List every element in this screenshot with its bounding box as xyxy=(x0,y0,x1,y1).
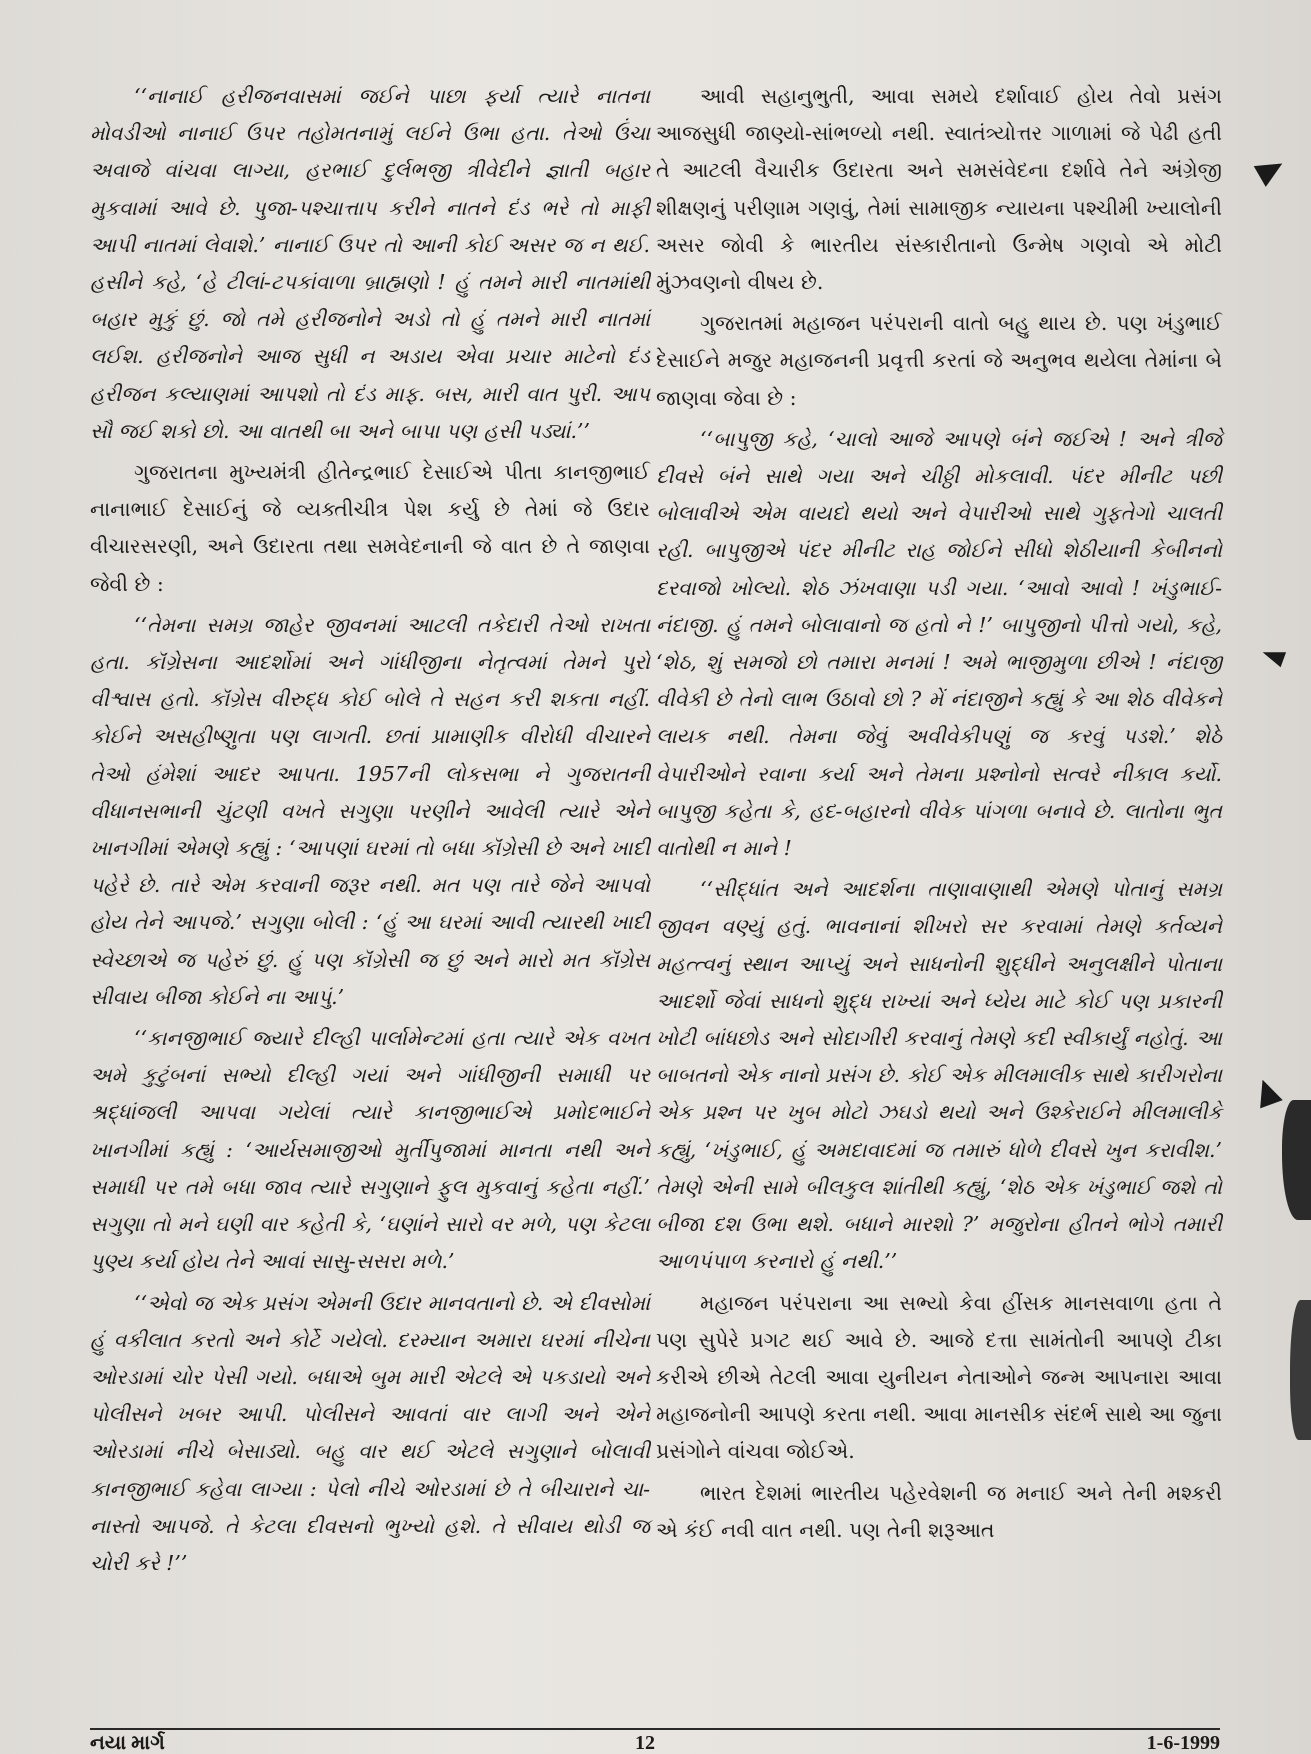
paragraph: ભારત દેશમાં ભારતીય પહેરવેશની જ મનાઈ અને તેની મશ્કરી એ કંઈ નવી વાત નથી. પણ તેની શરૂઆત xyxy=(656,1480,1222,1542)
footer-divider xyxy=(90,1728,1220,1730)
page-tear-edge xyxy=(1290,1300,1311,1440)
page-number: 12 xyxy=(635,1732,655,1754)
page-tear-edge xyxy=(1282,1100,1311,1220)
margin-ink-mark xyxy=(1251,1076,1282,1109)
paragraph: ‘‘નાનાઈ હરીજનવાસમાં જઈને પાછા ફર્યા ત્યારે નાતના મોવડીઓ નાનાઈ ઉપર તહોમતનામું લઈને ઉભા હતા. તેઓ ઉંચા અવાજે વાંચવા લાગ્યા, હરભાઈ દુર્લભજી ત્રીવેદીને જ્ઞાતી બહાર મુકવામાં આવે છે. પુજા-પશ્ચાત્તાપ કરીને નાતને દંડ ભરે તો માફી આપી નાતમાં લેવાશે.’ નાનાઈ ઉપર તો આની કોઈ અસર જ ન થઈ. હસીને કહે, ‘હે ટીલાં-ટપકાંવાળા બ્રાહ્મણો ! હું તમને મારી નાતમાંથી બહાર મુકું છું. જો તમે હરીજનોને અડો તો હું તમને મારી નાતમાં લઈશ. હરીજનોને આજ સુધી ન અડાય એવા પ્રચાર માટેનો દંડ હરીજન કલ્યાણમાં આપશો તો દંડ માફ. બસ, મારી વાત પુરી. આપ સૌ જઈ શકો છો. આ વાતથી બા અને બાપા પણ હસી પડ્યાં.’’ xyxy=(90,84,650,443)
paragraph: ગુજરાતમાં મહાજન પરંપરાની વાતો બહુ થાય છે. પણ ખંડુભાઈ દેસાઈને મજુર મહાજનની પ્રવૃત્તી કરતાં જે અનુભવ થયેલા તેમાંના બે જાણવા જેવા છે : xyxy=(656,311,1222,410)
paragraph: ‘‘બાપુજી કહે, ‘ચાલો આજે આપણે બંને જઈએ ! અને ત્રીજે દીવસે બંને સાથે ગયા અને ચીઠ્ઠી મોકલાવી. પંદર મીનીટ પછી બોલાવીએ એમ વાયદો થયો અને વેપારીઓ સાથે ગુફતેગો ચાલતી રહી. બાપુજીએ પંદર મીનીટ રાહ જોઈને સીધો શેઠીયાની કેબીનનો દરવાજો ખોલ્યો. શેઠ ઝંખવાણા પડી ગયા. ‘આવો આવો ! ખંડુભાઈ-નંદાજી. હું તમને બોલાવાનો જ હતો ને !’ બાપુજીનો પીત્તો ગયો, કહે, ‘શેઠ, શું સમજો છો તમારા મનમાં ! અમે ભાજીમુળા છીએ ! નંદાજી વીવેકી છે તેનો લાભ ઉઠાવો છો ? મેં નંદાજીને કહ્યું કે આ શેઠ વીવેકને લાયક નથી. તેમના જેવું અવીવેકીપણું જ કરવું પડશે.’ શેઠે વેપારીઓને રવાના કર્યા અને તેમના પ્રશ્નોનો સત્વરે નીકાલ કર્યો. બાપુજી કહેતા કે, હદ-બહારનો વીવેક પાંગળા બનાવે છે. લાતોના ભુત વાતોથી ન માને ! xyxy=(656,426,1222,861)
paragraph: ‘‘એવો જ એક પ્રસંગ એમની ઉદાર માનવતાનો છે. એ દીવસોમાં હું વકીલાત કરતો અને કોર્ટે ગયેલો. દરમ્યાન અમારા ઘરમાં નીચેના ઓરડામાં ચોર પેસી ગયો. બધાએ બુમ મારી એટલે એ પકડાયો અને પોલીસને ખબર આપી. પોલીસને આવતાં વાર લાગી અને એને ઓરડામાં નીચે બેસાડ્યો. બહુ વાર થઈ એટલે સગુણાને બોલાવી કાનજીભાઈ કહેવા લાગ્યા : પેલો નીચે ઓરડામાં છે તે બીચારાને ચા-નાસ્તો આપજે. તે કેટલા દીવસનો ભુખ્યો હશે. તે સીવાય થોડી જ ચોરી કરે !’’ xyxy=(90,1290,650,1575)
paragraph: ‘‘કાનજીભાઈ જ્યારે દીલ્હી પાર્લામેન્ટમાં હતા ત્યારે એક વખત અમે કુટુંબનાં સભ્યો દીલ્હી ગયાં અને ગાંધીજીની સમાધી પર શ્રદ્ધાંજલી આપવા ગયેલાં ત્યારે કાનજીભાઈએ પ્રમોદભાઈને ખાનગીમાં કહ્યું : ‘આર્યસમાજીઓ મુર્તીપુજામાં માનતા નથી અને સમાધી પર તમે બધા જાવ ત્યારે સગુણાને ફુલ મુકવાનું કહેતા નહીં.’ સગુણા તો મને ઘણી વાર કહેતી કે, ‘ઘણાંને સારો વર મળે, પણ કેટલા પુણ્ય કર્યા હોય તેને આવાં સાસુ-સસરા મળે.’ xyxy=(90,1026,650,1274)
publication-name: નયા માર્ગ xyxy=(90,1732,165,1754)
paragraph: ‘‘સીદ્ધાંત અને આદર્શના તાણાવાણાથી એમણે પોતાનું સમગ્ર જીવન વણ્યું હતું. ભાવનાનાં શીખરો સર કરવામાં તેમણે કર્તવ્યને મહત્ત્વનું સ્થાન આપ્યું અને સાધનોની શુદ્ધીને અનુલક્ષીને પોતાના આદર્શો જેવાં સાધનો શુદ્ધ રાખ્યાં અને ધ્યેય માટે કોઈ પણ પ્રકારની ખોટી બાંધછોડ અને સોદાગીરી કરવાનું તેમણે કદી સ્વીકાર્યું નહોતું. આ બાબતનો એક નાનો પ્રસંગ છે. કોઈ એક મીલમાલીક સાથે કારીગરોના એક પ્રશ્ન પર ખુબ મોટો ઝઘડો થયો અને ઉશ્કેરાઈને મીલમાલીકે કહ્યું, ‘ખંડુભાઈ, હું અમદાવાદમાં જ તમારું ધોળે દીવસે ખુન કરાવીશ.’ તેમણે એની સામે બીલકુલ શાંતીથી કહ્યું, ‘શેઠ એક ખંડુભાઈ જશે તો બીજા દશ ઉભા થશે. બધાને મારશો ?’ મજુરોના હીતને ભોગે તમારી આળપંપાળ કરનારો હું નથી.’’ xyxy=(656,877,1222,1274)
margin-ink-mark xyxy=(1254,153,1289,187)
paragraph: આવી સહાનુભુતી, આવા સમયે દર્શાવાઈ હોય તેવો પ્રસંગ આજસુધી જાણ્યો-સાંભળ્યો નથી. સ્વાતંત્ર્યોત્તર ગાળામાં જે પેઢી હતી તે આટલી વૈચારીક ઉદારતા અને સમસંવેદના દર્શાવે તેને અંગ્રેજી શીક્ષણનું પરીણામ ગણવું, તેમાં સામાજીક ન્યાયના પશ્ચીમી ખ્યાલોની અસર જોવી કે ભારતીય સંસ્કારીતાનો ઉન્મેષ ગણવો એ મોટી મુંઝવણનો વીષય છે. xyxy=(656,84,1222,295)
paragraph: ગુજરાતના મુખ્યમંત્રી હીતેન્દ્રભાઈ દેસાઈએ પીતા કાનજીભાઈ નાનાભાઈ દેસાઈનું જે વ્યક્તીચીત્ર પેશ કર્યુ છે તેમાં જે ઉદાર વીચારસરણી, અને ઉદારતા તથા સમવેદનાની જે વાત છે તે જાણવા જેવી છે : xyxy=(90,460,650,596)
right-column xyxy=(656,78,1222,1553)
page-footer xyxy=(90,1732,1220,1754)
issue-date: 1-6-1999 xyxy=(1146,1732,1220,1754)
left-column xyxy=(90,78,650,1586)
margin-ink-mark xyxy=(1260,645,1286,668)
paragraph: ‘‘તેમના સમગ્ર જાહેર જીવનમાં આટલી તકેદારી તેઓ રાખતા હતા. કૉંગ્રેસના આદર્શોમાં અને ગાંધીજીના નેતૃત્વમાં તેમને પુરો વીશ્વાસ હતો. કૉંગ્રેસ વીરુદ્ધ કોઈ બોલે તે સહન કરી શકતા નહીં. કોઈને અસહીષ્ણુતા પણ લાગતી. છતાં પ્રામાણીક વીરોધી વીચારને તેઓ હંમેશાં આદર આપતા. 1957ની લોકસભા ને ગુજરાતની વીધાનસભાની ચુંટણી વખતે સગુણા પરણીને આવેલી ત્યારે એને ખાનગીમાં એમણે કહ્યું : ‘આપણાં ઘરમાં તો બધા કૉંગ્રેસી છે અને ખાદી પહેરે છે. તારે એમ કરવાની જરૂર નથી. મત પણ તારે જેને આપવો હોય તેને આપજે.’ સગુણા બોલી : ‘હું આ ઘરમાં આવી ત્યારથી ખાદી સ્વેચ્છાએ જ પહેરું છું. હું પણ કૉંગ્રેસી જ છું અને મારો મત કૉંગ્રેસ સીવાય બીજા કોઈને ના આપું.’ xyxy=(90,612,650,1009)
paragraph: મહાજન પરંપરાના આ સભ્યો કેવા હીંસક માનસવાળા હતા તે પણ સુપેરે પ્રગટ થઈ આવે છે. આજે દત્તા સામંતોની આપણે ટીકા કરીએ છીએ તેટલી આવા યુનીયન નેતાઓને જન્મ આપનારા આવા મહાજનોની આપણે કરતા નથી. આવા માનસીક સંદર્ભ સાથે આ જુના પ્રસંગોને વાંચવા જોઈએ. xyxy=(656,1290,1222,1464)
